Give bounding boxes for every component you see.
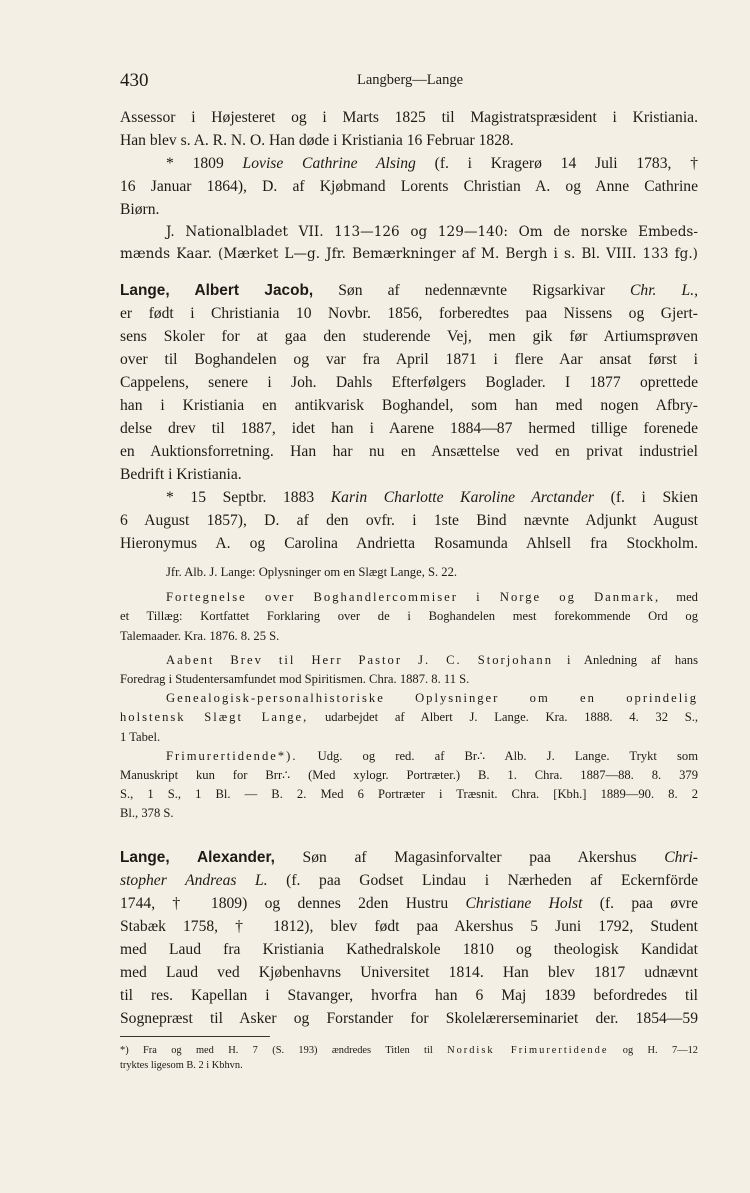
text-line: Hieronymus A. og Carolina Andrietta Rosamunda Ahlsell fra Stockholm.: [120, 535, 698, 552]
spouse-name: Lovise Cathrine Alsing: [242, 155, 416, 172]
running-title: Langberg—Lange: [356, 72, 464, 88]
text-line: med Laud ved Kjøbenhavns Universitet 1814. Han blev 1817 udnævnt: [120, 963, 698, 981]
text-line: Cappelens, senere i Joh. Dahls Efterfølgers Boglader. I 1877 oprettede: [120, 374, 698, 391]
text-line: S., 1 S., 1 Bl. — B. 2. Med 6 Portræter i Træsnit. Chra. [Kbh.] 1889—90. 8. 2: [120, 787, 698, 802]
work-title-line: Fortegnelse over Boghandlercommiser i Norge og Danmark, med: [166, 590, 698, 605]
footnote-line: tryktes ligesom B. 2 i Kbhvn.: [120, 1059, 243, 1071]
text-line: Talemaader. Kra. 1876. 8. 25 S.: [120, 628, 280, 643]
text-line: * 1809 Lovise Cathrine Alsing (f. i Kragerø 14 Juli 1783, †: [166, 155, 699, 172]
text-line: med Laud fra Kristiania Kathedralskole 1810 og theologisk Kandidat: [120, 940, 698, 958]
text-line: over til Boghandelen og var fra April 1871 i flere Aar ansat først i: [120, 351, 698, 368]
work-title: Genealogisk-personalhistoriske Oplysninger om en oprindelig: [166, 691, 698, 706]
text-line: Bl., 378 S.: [120, 806, 174, 821]
text-line: sens Skoler for at gaa den studerende Vej, men gik før Artiumsprøven: [120, 328, 698, 345]
text-line: er født i Christiania 10 Novbr. 1856, forberedtes paa Nissens og Gjert-: [120, 305, 698, 322]
footnote: [120, 1043, 698, 1073]
text-line: 6 August 1857), D. af den ovfr. i 1ste Bind nævnte Adjunkt August: [120, 512, 698, 529]
page-body: [120, 106, 698, 1073]
text-line: mænds Kaar. (Mærket L—g. Jfr. Bemærkninger af M. Bergh i s. Bl. VIII. 133 fg.): [120, 246, 698, 262]
text-line: han i Kristiania en antikvarisk Boghandel, som han med nogen Afbry-: [120, 397, 698, 414]
work-title: Aabent Brev til Herr Pastor J. C. Storjohann: [166, 652, 554, 667]
marriage-paragraph: [120, 152, 698, 221]
text-line: delse drev til 1887, idet han i Aarene 1884—87 hermed tillige forenede: [120, 420, 698, 437]
bibliography: [120, 563, 698, 824]
work-title-line: Aabent Brev til Herr Pastor J. C. Storjohann i Anledning af hans: [166, 652, 698, 667]
work-title: Fortegnelse over Boghandlercommiser i Norge og Danmark,: [166, 590, 661, 605]
text-line: Manuskript kun for Brr∴ (Med xylogr. Portræter.) B. 1. Chra. 1887—88. 8. 379: [120, 768, 698, 783]
entry-name: Lange, Albert Jacob,: [120, 282, 314, 299]
text-line: J. Nationalbladet VII. 113—126 og 129—140: Om de norske Embeds-: [166, 224, 698, 240]
entry-name: Lange, Alexander,: [120, 848, 275, 866]
entry-alexander: [120, 846, 698, 1030]
text-line: 1 Tabel.: [120, 729, 161, 744]
reference-paragraph: [120, 221, 698, 265]
continuation-paragraph: [120, 106, 698, 152]
work-title-line: Frimurertidende*). Udg. og red. af Br∴ Alb. J. Lange. Trykt som: [166, 748, 698, 763]
text-line: 1744, † 1809) og dennes 2den Hustru Christiane Holst (f. paa øvre: [120, 894, 698, 912]
work-title: Frimurertidende*).: [166, 748, 298, 763]
text-line: Foredrag i Studentersamfundet mod Spiritismen. Chra. 1887. 8. 11 S.: [120, 672, 470, 687]
work-title-line: [120, 689, 698, 708]
source-note: Jfr. Alb. J. Lange: Oplysninger om en Slægt Lange, S. 22.: [166, 565, 458, 579]
text-line: en Auktionsforretning. Han har nu en Ansættelse ved en privat industriel: [120, 443, 698, 460]
entry-albert-jacob: [120, 279, 698, 555]
text-line: Assessor i Højesteret og i Marts 1825 til Magistratspræsident i Kristiania.: [120, 109, 698, 126]
entry-heading-line: Lange, Albert Jacob, Søn af nedennævnte Rigsarkivar Chr. L.,: [120, 282, 698, 299]
text-line: Bedrift i Kristiania.: [120, 466, 242, 483]
text-line: * 15 Septbr. 1883 Karin Charlotte Karoline Arctander (f. i Skien: [166, 489, 698, 506]
footnote-line: *) Fra og med H. 7 (S. 193) ændredes Titlen til Nordisk Frimurertidende og H. 7—12: [120, 1044, 698, 1056]
text-line: til res. Kapellan i Stavanger, hvorfra han 6 Maj 1839 befordredes til: [120, 986, 698, 1004]
text-line: Han blev s. A. R. N. O. Han døde i Kristiania 16 Februar 1828.: [120, 132, 514, 149]
text-line: et Tillæg: Kortfattet Forklaring over de i Boghandelen mest forekommende Ord og: [120, 609, 698, 624]
page-number: 430: [120, 70, 149, 91]
footnote-divider: [120, 1036, 270, 1037]
text-line: 16 Januar 1864), D. af Kjøbmand Lorents Christian A. og Anne Cathrine: [120, 178, 698, 195]
text-line: Stabæk 1758, † 1812), blev født paa Akershus 5 Juni 1792, Student: [120, 917, 698, 935]
page-header: [120, 70, 700, 94]
text-line: holstensk Slægt Lange, udarbejdet af Albert J. Lange. Kra. 1888. 4. 32 S.,: [120, 710, 698, 725]
entry-heading-line: Lange, Alexander, Søn af Magasinforvalter paa Akershus Chri-: [120, 848, 698, 866]
text-line: Biørn.: [120, 201, 160, 218]
spouse-name: Karin Charlotte Karoline Arctander: [330, 489, 595, 506]
text-line: stopher Andreas L. (f. paa Godset Lindau i Nærheden af Eckernförde: [120, 871, 698, 889]
text-line: Sognepræst til Asker og Forstander for Skolelærerseminariet der. 1854—59: [120, 1009, 698, 1027]
